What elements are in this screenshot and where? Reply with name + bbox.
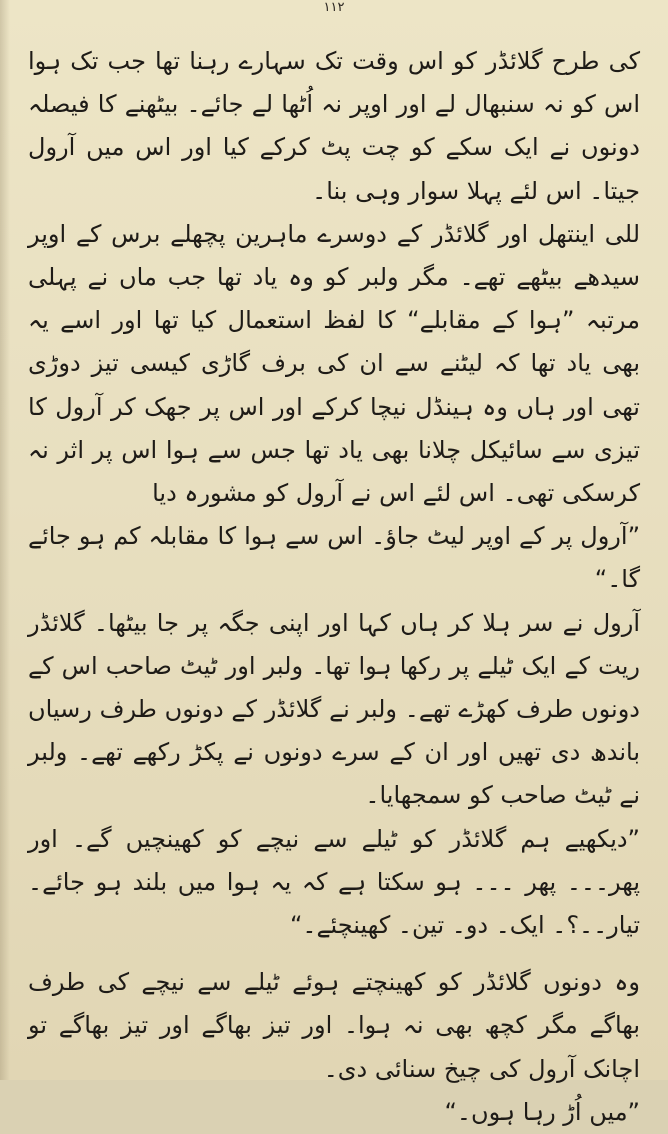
page-binding-shadow [0, 0, 10, 1080]
paragraph: للی اینتھل اور گلائڈر کے دوسرے ماہرین پچھلے برس کے اوپر سیدھے بیٹھے تھے۔ مگر ولبر کو وہ یاد تھا جب ماں نے پہلی مرتبہ ”ہوا کے مقابلے“ کا لفظ استعمال کیا تھا اور اسے یہ بھی یاد تھا کہ لیٹنے سے ان کی برف گاڑی کیسی تیز دوڑی تھی اور ہاں وہ ہینڈل نیچا کرکے اور اس پر جھک کر آرول کا تیزی سے سائیکل چلانا بھی یاد تھا جس سے ہوا اس پر اثر نہ کرسکی تھی۔ اس لئے اس نے آرول کو مشورہ دیا [28, 219, 640, 508]
paragraph: کی طرح گلائڈر کو اس وقت تک سہارے رہنا تھا جب تک ہوا اس کو نہ سنبھال لے اور اوپر نہ اُٹھا لے جائے۔ بیٹھنے کا فیصلہ دونوں نے ایک سکے کو چت پٹ کرکے کیا اور اس میں آرول جیتا۔ اس لئے پہلا سوار وہی بنا۔ [28, 47, 640, 205]
page-number: ۱۱۲ [323, 0, 345, 15]
quote-paragraph: ”میں اُڑ رہا ہوں۔“ [444, 1097, 640, 1126]
quote-paragraph: ”آرول پر کے اوپر لیٹ جاؤ۔ اس سے ہوا کا مقابلہ کم ہو جائے گا۔“ [28, 522, 640, 594]
paragraph: آرول نے سر ہلا کر ہاں کہا اور اپنی جگہ پر جا بیٹھا۔ گلائڈر ریت کے ایک ٹیلے پر رکھا ہوا تھا۔ ولبر اور ٹیٹ صاحب اس کے دونوں طرف کھڑے تھے۔ ولبر نے گلائڈر کے دونوں طرف رسیاں باندھ دی تھیں اور ان کے سرے دونوں نے پکڑ رکھے تھے۔ ولبر نے ٹیٹ صاحب کو سمجھایا۔ [28, 608, 640, 810]
paragraph: وہ دونوں گلائڈر کو کھینچتے ہوئے ٹیلے سے نیچے کی طرف بھاگے مگر کچھ بھی نہ ہوا۔ اور تیز بھاگے اور تیز بھاگے تو اچانک آرول کی چیخ سنائی دی۔ [28, 968, 640, 1083]
page-text [28, 40, 640, 1134]
quote-paragraph: ”دیکھیے ہم گلائڈر کو ٹیلے سے نیچے کو کھینچیں گے۔ اور پھر۔۔۔ پھر ۔۔۔ ہو سکتا ہے کہ یہ ہوا میں بلند ہو جائے۔ تیار۔۔؟۔ ایک۔ دو۔ تین۔ کھینچئے۔“ [28, 824, 640, 940]
